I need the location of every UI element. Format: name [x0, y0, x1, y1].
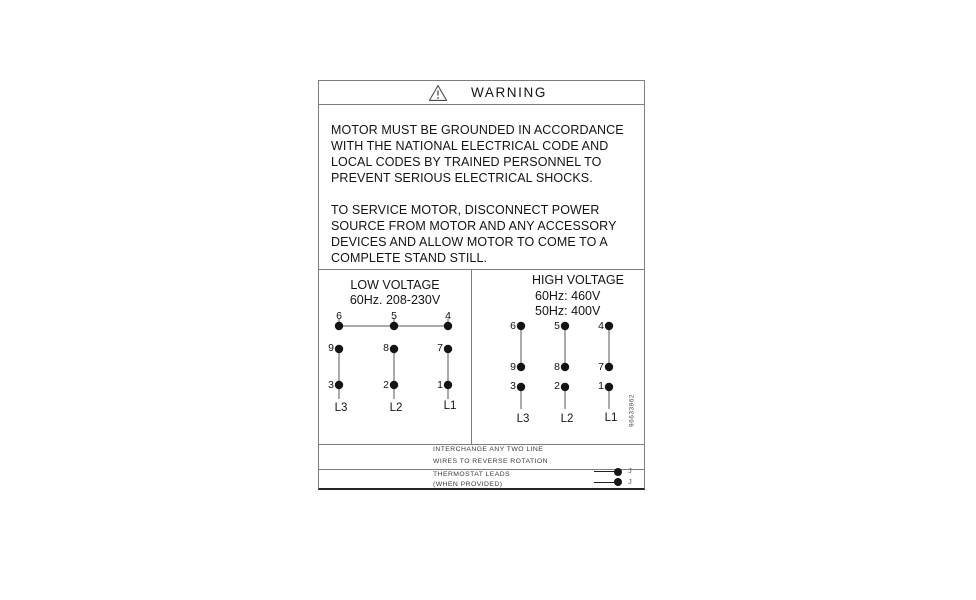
terminal-number: 3	[328, 379, 334, 391]
warning-line: PREVENT SERIOUS ELECTRICAL SHOCKS.	[331, 171, 593, 185]
motor-warning-label	[318, 80, 645, 490]
terminal-number: 8	[383, 342, 389, 354]
low-voltage-title: LOW VOLTAGE	[350, 278, 440, 292]
high-voltage-subtitle-60hz: 60Hz: 460V	[535, 288, 601, 303]
lead-terminal-dot	[614, 468, 622, 476]
thermostat-note-line-2: (WHEN PROVIDED)	[433, 481, 503, 488]
terminal-number: 5	[554, 320, 560, 332]
terminal-number: 6	[510, 320, 516, 332]
terminal-number: 9	[328, 342, 334, 354]
terminal-number: 2	[554, 380, 560, 392]
lead-terminal-dot	[614, 478, 622, 486]
warning-line: WITH THE NATIONAL ELECTRICAL CODE AND	[331, 139, 609, 153]
warning-paragraph-1	[331, 122, 624, 186]
warning-line: COMPLETE STAND STILL.	[331, 251, 488, 265]
thermostat-note-line-1: THERMOSTAT LEADS	[433, 471, 511, 478]
label-part-number: 96633962	[628, 394, 636, 427]
high-voltage-subtitle-50hz: 50Hz: 400V	[535, 304, 601, 318]
terminal-number: 6	[336, 310, 342, 322]
lead-label: J	[628, 466, 632, 475]
line-label: L2	[560, 413, 574, 425]
high-voltage-title: HIGH VOLTAGE	[532, 273, 624, 287]
warning-line: TO SERVICE MOTOR, DISCONNECT POWER	[331, 203, 600, 217]
terminal-number: 4	[598, 320, 604, 332]
rotation-note-line-1: INTERCHANGE ANY TWO LINE	[433, 446, 544, 453]
terminal-number: 2	[383, 379, 389, 391]
line-label: L1	[443, 400, 457, 412]
line-label: L3	[516, 413, 530, 425]
terminal-number: 5	[391, 310, 397, 322]
high-voltage-heading	[532, 273, 624, 320]
thermostat-lead-symbol	[594, 467, 640, 476]
thermostat-lead-symbol	[594, 478, 640, 487]
notes-divider	[319, 444, 644, 445]
line-label: L1	[604, 412, 618, 424]
terminal-number: 1	[437, 379, 443, 391]
warning-text-block	[331, 122, 624, 266]
low-voltage-wiring-diagram	[319, 315, 471, 406]
warning-line: SOURCE FROM MOTOR AND ANY ACCESSORY	[331, 219, 617, 233]
line-label: L3	[334, 402, 348, 414]
lead-label: J	[628, 476, 632, 486]
horizontal-divider	[319, 269, 644, 270]
rotation-note-line-2: WIRES TO REVERSE ROTATION	[433, 458, 548, 465]
terminal-number: 3	[510, 380, 516, 392]
lead-wire	[594, 471, 616, 472]
terminal-number: 7	[437, 342, 443, 354]
terminal-number: 8	[554, 361, 560, 373]
warning-title: WARNING	[471, 85, 547, 100]
warning-header	[319, 81, 644, 105]
terminal-number: 7	[598, 361, 604, 373]
low-voltage-subtitle: 60Hz. 208-230V	[349, 293, 441, 307]
warning-line: DEVICES AND ALLOW MOTOR TO COME TO A	[331, 235, 608, 249]
lead-wire	[594, 482, 616, 483]
line-label: L2	[389, 402, 403, 414]
terminal-number: 9	[510, 361, 516, 373]
warning-line: LOCAL CODES BY TRAINED PERSONNEL TO	[331, 155, 602, 169]
terminal-number: 1	[598, 380, 604, 392]
terminal-number: 4	[445, 310, 451, 322]
warning-paragraph-2	[331, 202, 624, 266]
warning-line: MOTOR MUST BE GROUNDED IN ACCORDANCE	[331, 123, 624, 137]
warning-triangle-icon	[428, 84, 448, 102]
